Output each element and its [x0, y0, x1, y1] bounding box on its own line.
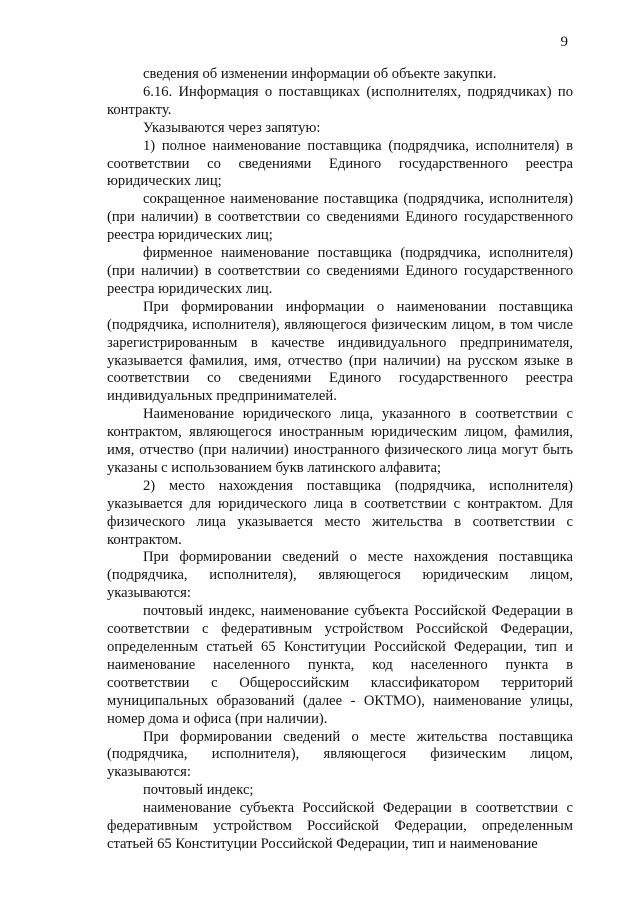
- paragraph: При формировании информации о наименовании поставщика (подрядчика, исполнителя), являющегося физическим лицом, в том числе зарегистрированным в качестве индивидуального предпринимателя, указывается фамилия, имя, отчество (при наличии) на русском языке в соответствии со сведениями Единого государственного реестра индивидуальных предпринимателей.: [107, 298, 573, 405]
- paragraph: При формировании сведений о месте нахождения поставщика (подрядчика, исполнителя), являющегося юридическим лицом, указываются:: [107, 549, 573, 602]
- document-body: [107, 66, 573, 854]
- paragraph: 1) полное наименование поставщика (подрядчика, исполнителя) в соответствии со сведениями Единого государственного реестра юридических лиц;: [107, 137, 573, 190]
- page-number: 9: [560, 34, 568, 50]
- paragraph: Наименование юридического лица, указанного в соответствии с контрактом, являющегося иностранным юридическим лицом, фамилия, имя, отчество (при наличии) иностранного физического лица могут быть указаны с использованием букв латинского алфавита;: [107, 406, 573, 476]
- paragraph: Указываются через запятую:: [143, 119, 321, 136]
- paragraph: 2) место нахождения поставщика (подрядчика, исполнителя) указывается для юридического лица в соответствии с контрактом. Для физического лица указывается место жительства в соответствии с контрактом.: [107, 477, 573, 548]
- paragraph: 6.16. Информация о поставщиках (исполнителях, подрядчиках) по контракту.: [107, 83, 573, 118]
- paragraph: почтовый индекс, наименование субъекта Российской Федерации в соответствии с федеративным устройством Российской Федерации, определенным статьей 65 Конституции Российской Федерации, тип и наименование населенного пункта, код населенного пункта в соответствии с Общероссийским классификатором территорий муниципальных образований (далее - ОКТМО), наименование улицы, номер дома и офиса (при наличии).: [107, 603, 573, 727]
- paragraph: фирменное наименование поставщика (подрядчика, исполнителя) (при наличии) в соответствии со сведениями Единого государственного реестра юридических лиц.: [107, 245, 573, 297]
- paragraph: При формировании сведений о месте жительства поставщика (подрядчика, исполнителя), являющегося физическим лицом, указываются:: [107, 728, 573, 781]
- paragraph: сведения об изменении информации об объекте закупки.: [143, 66, 497, 82]
- paragraph: сокращенное наименование поставщика (подрядчика, исполнителя) (при наличии) в соответствии со сведениями Единого государственного реестра юридических лиц;: [107, 191, 573, 244]
- paragraph: почтовый индекс;: [143, 782, 254, 799]
- paragraph: наименование субъекта Российской Федерации в соответствии с федеративным устройством Российской Федерации, определенным статьей 65 Конституции Российской Федерации, тип и наименование: [107, 800, 573, 852]
